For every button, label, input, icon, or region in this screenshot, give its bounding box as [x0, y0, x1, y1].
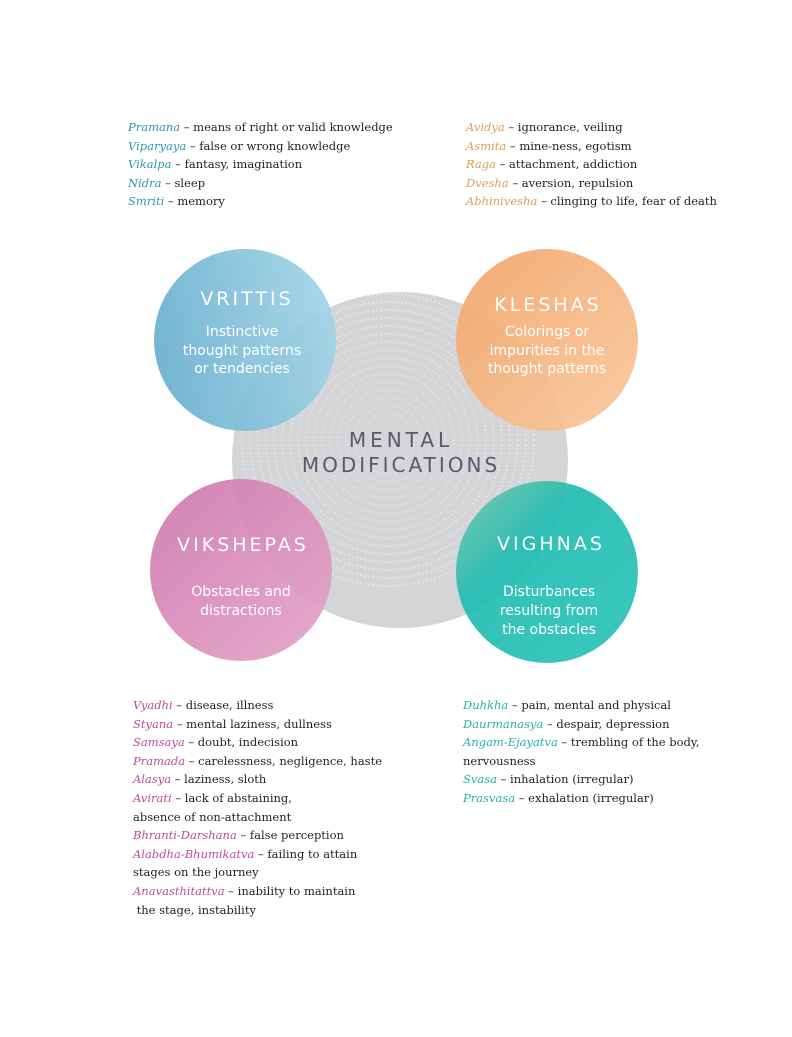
vighnas-desc-2: resulting from — [499, 603, 599, 619]
term-description: – fantasy, imagination — [171, 157, 303, 172]
kleshas-desc-1: Colorings or — [504, 324, 590, 340]
vikshepas-desc-2: distractions — [200, 603, 282, 619]
term: Svasa — [463, 772, 497, 787]
list-item — [463, 770, 700, 789]
term-description: – pain, mental and physical — [508, 698, 671, 712]
term-description: – failing to attain — [254, 846, 358, 861]
list-item — [133, 770, 382, 789]
vrittis-desc-2: thought patterns — [182, 343, 302, 359]
term: Samsaya — [133, 735, 185, 750]
vrittis-circle — [154, 249, 336, 431]
vikshepas-desc-1: Obstacles and — [191, 584, 291, 600]
term: Abhinivesha — [466, 194, 538, 209]
term: Raga — [466, 157, 496, 172]
list-item — [133, 696, 382, 715]
list-item — [128, 155, 393, 174]
term: Bhranti-Darshana — [133, 828, 237, 843]
vighnas-title: VIGHNAS — [497, 533, 605, 555]
term-description-continued: absence of non-attachment — [133, 809, 292, 824]
term: Avirati — [133, 790, 172, 805]
list-item — [133, 845, 382, 864]
term-description: – despair, depression — [543, 716, 670, 731]
term: Daurmanasya — [463, 716, 544, 731]
term-description: – mental laziness, dullness — [173, 716, 332, 731]
term-description: – attachment, addiction — [496, 157, 638, 172]
term-description: – false perception — [236, 828, 344, 843]
term-description: – laziness, sloth — [171, 772, 267, 787]
list-item — [463, 789, 700, 808]
term-description: – aversion, repulsion — [508, 175, 634, 190]
term-description: – memory — [164, 194, 225, 209]
term: Dvesha — [466, 175, 509, 190]
term-description: – disease, illness — [172, 698, 274, 712]
term-description: – sleep — [161, 175, 206, 190]
list-item — [128, 118, 393, 137]
vikshepas-title: VIKSHEPAS — [177, 534, 309, 556]
term: Viparyaya — [128, 138, 187, 153]
term-description-continued: nervousness — [463, 753, 536, 768]
term: Vyadhi — [133, 698, 173, 712]
term: Duhkha — [463, 698, 509, 712]
list-item — [133, 733, 382, 752]
list-item — [133, 789, 382, 808]
list-item — [128, 137, 393, 156]
term: Anavasthitattva — [133, 883, 225, 898]
term: Pramana — [128, 120, 181, 134]
term-description: – ignorance, veiling — [504, 120, 623, 134]
kleshas-desc-2: impurities in the — [489, 343, 605, 359]
term-description: – trembling of the body, — [557, 735, 700, 750]
term: Vikalpa — [128, 157, 172, 172]
term: Asmita — [466, 138, 507, 153]
term: Avidya — [466, 120, 505, 134]
list-item — [133, 752, 382, 771]
vighnas-desc-1: Disturbances — [502, 584, 596, 600]
center-title-line2: MODIFICATIONS — [301, 453, 501, 477]
list-item — [466, 192, 717, 211]
list-item — [133, 882, 382, 901]
vrittis-title: VRITTIS — [200, 288, 294, 310]
kleshas-circle — [456, 249, 638, 431]
vrittis-desc-1: Instinctive — [205, 324, 279, 340]
term-description: – doubt, indecision — [184, 735, 299, 750]
term: Smriti — [128, 194, 165, 209]
list-item — [463, 696, 700, 715]
vikshepas-circle — [150, 479, 332, 661]
term: Styana — [133, 716, 174, 731]
term-description-continued: the stage, instability — [133, 902, 256, 917]
kleshas-desc-3: thought patterns — [487, 361, 607, 377]
term-description-continued: stages on the journey — [133, 865, 259, 880]
term-description: – exhalation (irregular) — [515, 790, 654, 805]
list-item — [466, 137, 717, 156]
term: Nidra — [128, 175, 162, 190]
list-item — [128, 174, 393, 193]
list-item — [133, 826, 382, 845]
term: Angam-Ejayatva — [463, 735, 558, 750]
term-description: – inhalation (irregular) — [497, 772, 634, 787]
list-item — [466, 174, 717, 193]
vikshepas-list — [133, 696, 382, 919]
list-item — [463, 715, 700, 734]
kleshas-list — [466, 118, 717, 211]
term-description: – inability to maintain — [224, 883, 356, 898]
term-description: – carelessness, negligence, haste — [185, 753, 383, 768]
term: Prasvasa — [463, 790, 516, 805]
list-item — [128, 192, 393, 211]
term-description: – lack of abstaining, — [171, 790, 292, 805]
kleshas-title: KLESHAS — [494, 294, 602, 316]
term-description: – means of right or valid knowledge — [180, 120, 393, 134]
vrittis-desc-3: or tendencies — [194, 361, 290, 377]
term: Alasya — [133, 772, 172, 787]
term: Alabdha-Bhumikatva — [133, 846, 255, 861]
term-description: – false or wrong knowledge — [186, 138, 351, 153]
center-title-line1: MENTAL — [348, 428, 454, 452]
vighnas-desc-3: the obstacles — [502, 622, 596, 638]
term-description: – mine-ness, egotism — [506, 138, 632, 153]
vrittis-list — [128, 118, 393, 211]
term-description: – clinging to life, fear of death — [537, 194, 717, 209]
list-item — [466, 118, 717, 137]
term: Pramada — [133, 753, 186, 768]
list-item — [463, 733, 700, 752]
list-item — [133, 715, 382, 734]
list-item — [466, 155, 717, 174]
vighnas-list — [463, 696, 700, 808]
